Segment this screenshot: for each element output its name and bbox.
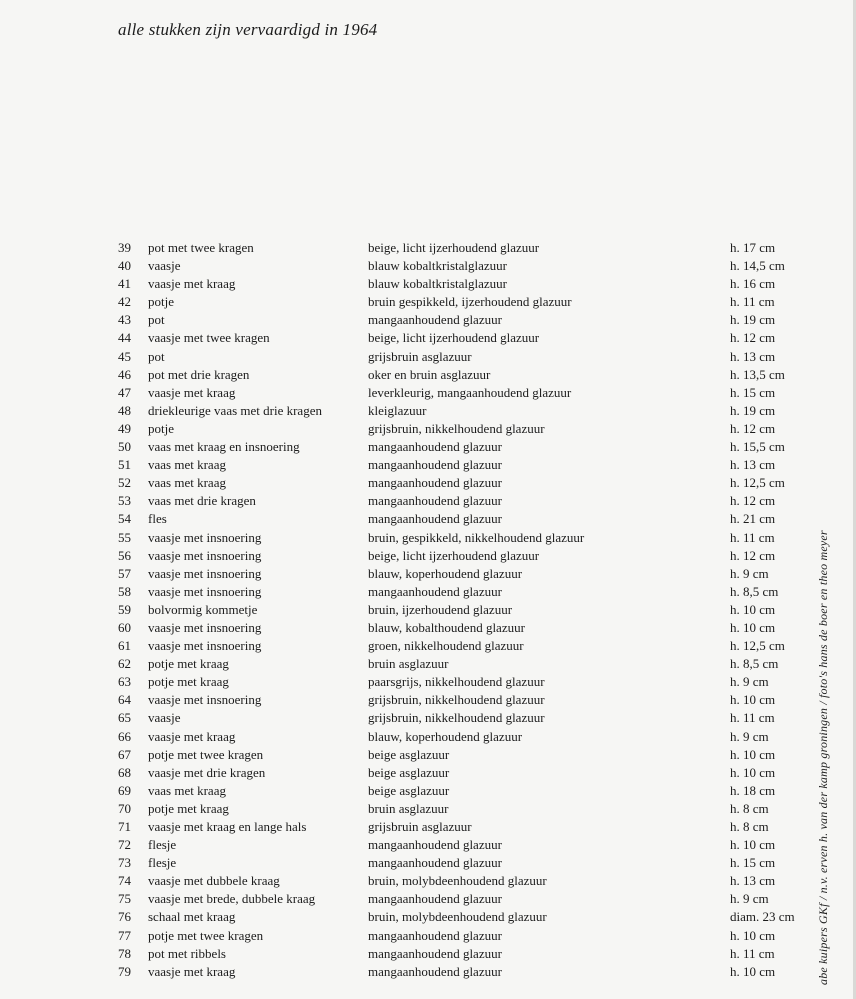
item-object: vaasje	[148, 258, 181, 274]
item-object: vaasje met dubbele kraag	[148, 873, 280, 889]
item-object: vaasje met insnoering	[148, 619, 262, 635]
item-object: pot met drie kragen	[148, 366, 250, 382]
item-size: h. 13 cm	[730, 348, 776, 364]
list-item	[118, 366, 808, 384]
item-glaze: grijsbruin, nikkelhoudend glazuur	[368, 420, 545, 436]
item-size: h. 19 cm	[730, 312, 776, 328]
item-object: potje met kraag	[148, 674, 229, 690]
item-size: h. 8,5 cm	[730, 583, 779, 599]
header-note: alle stukken zijn vervaardigd in 1964	[118, 20, 378, 39]
item-glaze: blauw, koperhoudend glazuur	[368, 728, 523, 744]
item-object: vaasje met drie kragen	[148, 764, 266, 780]
item-size: h. 18 cm	[730, 782, 776, 798]
item-size: h. 16 cm	[730, 276, 776, 292]
list-item	[118, 257, 808, 275]
list-item	[118, 872, 808, 890]
list-item	[118, 927, 808, 945]
item-number: 66	[118, 728, 131, 744]
item-number: 48	[118, 402, 131, 418]
item-size: h. 11 cm	[730, 710, 775, 726]
item-glaze: mangaanhoudend glazuur	[368, 312, 502, 328]
list-item	[118, 836, 808, 854]
item-number: 56	[118, 547, 131, 563]
list-item	[118, 854, 808, 872]
item-glaze: blauw kobaltkristalglazuur	[368, 276, 507, 292]
item-size: h. 9 cm	[730, 674, 769, 690]
item-number: 50	[118, 439, 131, 455]
item-object: pot	[148, 348, 165, 364]
item-number: 55	[118, 529, 131, 545]
item-glaze: blauw kobaltkristalglazuur	[368, 258, 507, 274]
item-object: potje met twee kragen	[148, 746, 264, 762]
item-glaze: bruin asglazuur	[368, 800, 449, 816]
item-object: vaasje met kraag en lange hals	[148, 819, 307, 834]
item-size: h. 11 cm	[730, 945, 775, 961]
list-item	[118, 239, 808, 257]
item-glaze: mangaanhoudend glazuur	[368, 963, 502, 979]
item-glaze: mangaanhoudend glazuur	[368, 837, 502, 853]
item-glaze: bruin, molybdeenhoudend glazuur	[368, 873, 547, 889]
item-object: vaas met drie kragen	[148, 493, 256, 509]
item-object: vaas met kraag en insnoering	[148, 439, 300, 455]
item-object: potje	[148, 420, 174, 436]
item-glaze: beige asglazuur	[368, 782, 450, 798]
item-size: h. 15,5 cm	[730, 439, 785, 455]
list-item	[118, 420, 808, 438]
item-object: vaas met kraag	[148, 782, 226, 798]
item-glaze: kleiglazuur	[368, 402, 427, 418]
item-glaze: grijsbruin, nikkelhoudend glazuur	[368, 710, 545, 726]
item-object: vaas met kraag	[148, 475, 226, 491]
item-number: 53	[118, 493, 131, 509]
item-glaze: beige, licht ijzerhoudend glazuur	[368, 330, 540, 346]
item-number: 63	[118, 674, 131, 690]
item-size: h. 10 cm	[730, 764, 776, 780]
item-glaze: grijsbruin asglazuur	[368, 819, 472, 834]
item-glaze: paarsgrijs, nikkelhoudend glazuur	[368, 674, 545, 690]
item-size: h. 12 cm	[730, 420, 776, 436]
item-size: h. 9 cm	[730, 891, 769, 907]
list-item	[118, 384, 808, 402]
item-number: 57	[118, 565, 131, 581]
item-glaze: grijsbruin, nikkelhoudend glazuur	[368, 692, 545, 708]
item-size: h. 11 cm	[730, 529, 775, 545]
list-item	[118, 547, 808, 565]
item-glaze: groen, nikkelhoudend glazuur	[368, 638, 524, 654]
item-number: 39	[118, 240, 131, 255]
item-object: vaasje met kraag	[148, 963, 236, 979]
item-object: vaasje met insnoering	[148, 565, 262, 581]
list-item	[118, 800, 808, 818]
item-glaze: mangaanhoudend glazuur	[368, 475, 502, 491]
item-number: 68	[118, 764, 131, 780]
item-number: 78	[118, 945, 131, 961]
item-size: h. 8 cm	[730, 819, 769, 834]
item-number: 44	[118, 330, 131, 346]
list-item	[118, 456, 808, 474]
item-size: h. 21 cm	[730, 511, 776, 527]
list-item	[118, 709, 808, 727]
item-number: 42	[118, 294, 131, 310]
item-glaze: beige, licht ijzerhoudend glazuur	[368, 240, 540, 255]
item-glaze: bruin, molybdeenhoudend glazuur	[368, 909, 547, 925]
list-item	[118, 890, 808, 908]
item-glaze: mangaanhoudend glazuur	[368, 945, 502, 961]
list-item	[118, 402, 808, 420]
item-number: 45	[118, 348, 131, 364]
item-object: schaal met kraag	[148, 909, 236, 925]
item-number: 52	[118, 475, 131, 491]
item-size: h. 10 cm	[730, 837, 776, 853]
item-size: h. 10 cm	[730, 963, 776, 979]
item-object: potje met kraag	[148, 800, 229, 816]
item-number: 77	[118, 927, 131, 943]
catalog-list	[118, 239, 808, 981]
item-size: h. 17 cm	[730, 240, 776, 255]
item-glaze: mangaanhoudend glazuur	[368, 511, 502, 527]
item-number: 43	[118, 312, 131, 328]
item-object: vaasje met twee kragen	[148, 330, 270, 346]
list-item	[118, 275, 808, 293]
item-size: h. 13 cm	[730, 457, 776, 473]
item-size: h. 15 cm	[730, 384, 776, 400]
item-object: vaasje met kraag	[148, 728, 236, 744]
list-item	[118, 818, 808, 836]
list-item	[118, 945, 808, 963]
list-item	[118, 601, 808, 619]
item-glaze: beige, licht ijzerhoudend glazuur	[368, 547, 540, 563]
item-glaze: bruin gespikkeld, ijzerhoudend glazuur	[368, 294, 572, 310]
item-size: h. 10 cm	[730, 746, 776, 762]
item-object: pot met ribbels	[148, 945, 226, 961]
item-size: h. 19 cm	[730, 402, 776, 418]
item-number: 64	[118, 692, 131, 708]
item-object: vaas met kraag	[148, 457, 226, 473]
item-number: 47	[118, 384, 131, 400]
item-object: vaasje met kraag	[148, 276, 236, 292]
item-number: 74	[118, 873, 131, 889]
list-item	[118, 293, 808, 311]
item-number: 75	[118, 891, 131, 907]
item-number: 71	[118, 819, 131, 834]
item-object: vaasje met insnoering	[148, 583, 262, 599]
item-object: fles	[148, 511, 167, 527]
item-glaze: beige asglazuur	[368, 746, 450, 762]
item-size: h. 8,5 cm	[730, 656, 779, 672]
item-object: flesje	[148, 855, 177, 871]
item-number: 49	[118, 420, 131, 436]
item-number: 65	[118, 710, 131, 726]
item-object: vaasje met insnoering	[148, 529, 262, 545]
item-number: 58	[118, 583, 131, 599]
item-object: potje met twee kragen	[148, 927, 264, 943]
item-glaze: blauw, kobalthoudend glazuur	[368, 619, 525, 635]
item-number: 69	[118, 782, 131, 798]
list-item	[118, 655, 808, 673]
list-item	[118, 691, 808, 709]
item-size: h. 11 cm	[730, 294, 775, 310]
item-glaze: grijsbruin asglazuur	[368, 348, 472, 364]
item-glaze: mangaanhoudend glazuur	[368, 855, 502, 871]
item-size: h. 10 cm	[730, 692, 776, 708]
item-size: h. 9 cm	[730, 728, 769, 744]
list-item	[118, 908, 808, 926]
item-size: h. 12 cm	[730, 330, 776, 346]
item-size: h. 12,5 cm	[730, 638, 785, 654]
list-item	[118, 492, 808, 510]
item-number: 72	[118, 837, 131, 853]
item-number: 54	[118, 511, 131, 527]
item-size: h. 9 cm	[730, 565, 769, 581]
item-size: h. 10 cm	[730, 619, 776, 635]
item-glaze: beige asglazuur	[368, 764, 450, 780]
item-size: h. 13 cm	[730, 873, 776, 889]
list-item	[118, 565, 808, 583]
item-object: potje	[148, 294, 174, 310]
item-object: driekleurige vaas met drie kragen	[148, 402, 322, 418]
item-glaze: mangaanhoudend glazuur	[368, 927, 502, 943]
item-size: h. 10 cm	[730, 601, 776, 617]
item-size: diam. 23 cm	[730, 909, 795, 925]
item-number: 61	[118, 638, 131, 654]
item-object: vaasje met insnoering	[148, 547, 262, 563]
item-glaze: leverkleurig, mangaanhoudend glazuur	[368, 384, 572, 400]
item-glaze: oker en bruin asglazuur	[368, 366, 491, 382]
list-item	[118, 782, 808, 800]
item-size: h. 15 cm	[730, 855, 776, 871]
item-size: h. 10 cm	[730, 927, 776, 943]
list-item	[118, 438, 808, 456]
list-item	[118, 746, 808, 764]
list-item	[118, 764, 808, 782]
item-size: h. 12 cm	[730, 547, 776, 563]
list-item	[118, 474, 808, 492]
item-number: 51	[118, 457, 131, 473]
item-number: 41	[118, 276, 131, 292]
item-number: 76	[118, 909, 131, 925]
list-item	[118, 619, 808, 637]
item-glaze: bruin, ijzerhoudend glazuur	[368, 601, 513, 617]
list-item	[118, 529, 808, 547]
item-number: 73	[118, 855, 131, 871]
item-object: vaasje met brede, dubbele kraag	[148, 891, 316, 907]
item-object: bolvormig kommetje	[148, 601, 258, 617]
item-size: h. 12 cm	[730, 493, 776, 509]
item-object: potje met kraag	[148, 656, 229, 672]
item-object: pot	[148, 312, 165, 328]
item-object: pot met twee kragen	[148, 240, 254, 255]
item-size: h. 13,5 cm	[730, 366, 785, 382]
credit-line: abe kuipers GKf / n.v. erven h. van der kamp groningen / foto's hans de boer en theo meyer	[816, 530, 830, 985]
list-item	[118, 673, 808, 691]
item-number: 59	[118, 601, 131, 617]
list-item	[118, 637, 808, 655]
item-glaze: mangaanhoudend glazuur	[368, 583, 502, 599]
item-object: vaasje met insnoering	[148, 692, 262, 708]
list-item	[118, 348, 808, 366]
list-item	[118, 583, 808, 601]
item-object: flesje	[148, 837, 177, 853]
item-glaze: mangaanhoudend glazuur	[368, 457, 502, 473]
list-item	[118, 963, 808, 981]
item-number: 60	[118, 619, 131, 635]
item-object: vaasje met insnoering	[148, 638, 262, 654]
item-glaze: blauw, koperhoudend glazuur	[368, 565, 523, 581]
item-glaze: mangaanhoudend glazuur	[368, 439, 502, 455]
item-object: vaasje met kraag	[148, 384, 236, 400]
list-item	[118, 311, 808, 329]
item-glaze: bruin, gespikkeld, nikkelhoudend glazuur	[368, 529, 585, 545]
item-number: 62	[118, 656, 131, 672]
item-glaze: bruin asglazuur	[368, 656, 449, 672]
item-number: 67	[118, 746, 131, 762]
item-number: 79	[118, 963, 131, 979]
item-number: 70	[118, 800, 131, 816]
item-size: h. 14,5 cm	[730, 258, 785, 274]
list-item	[118, 329, 808, 347]
item-size: h. 8 cm	[730, 800, 769, 816]
item-number: 46	[118, 366, 131, 382]
item-size: h. 12,5 cm	[730, 475, 785, 491]
item-glaze: mangaanhoudend glazuur	[368, 493, 502, 509]
item-number: 40	[118, 258, 131, 274]
item-object: vaasje	[148, 710, 181, 726]
list-item	[118, 728, 808, 746]
item-glaze: mangaanhoudend glazuur	[368, 891, 502, 907]
list-item	[118, 510, 808, 528]
